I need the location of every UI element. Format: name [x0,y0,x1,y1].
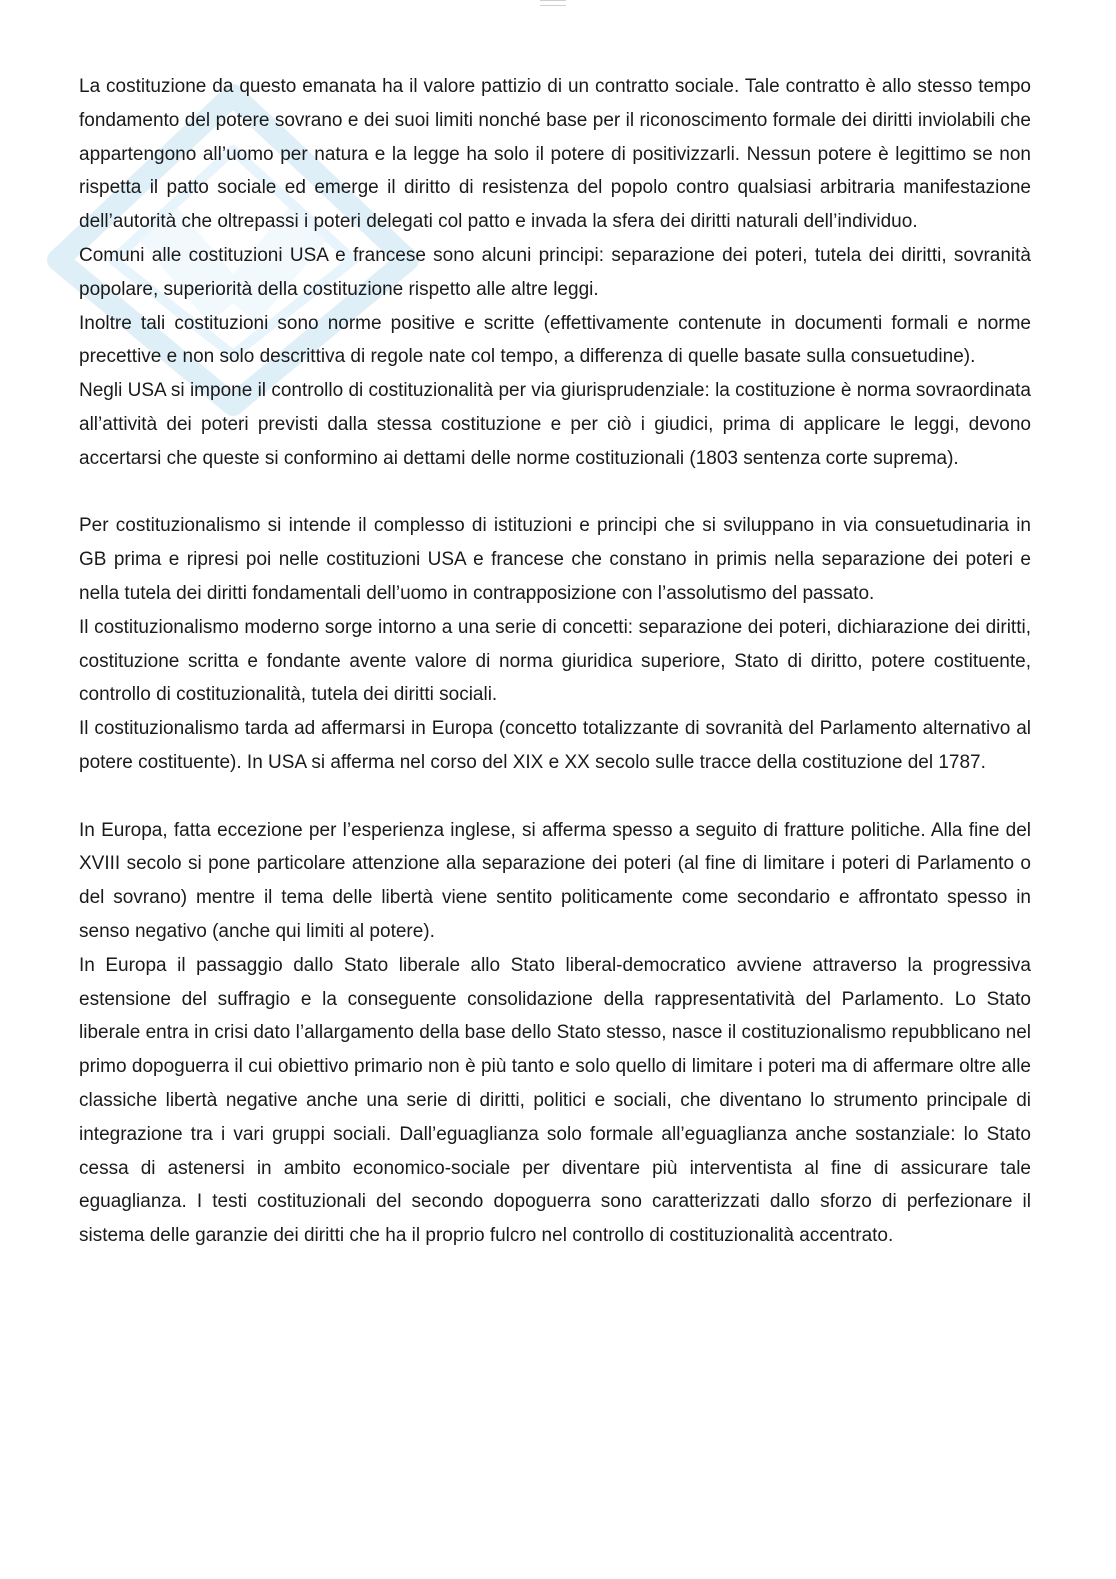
page-header-mark [540,0,566,6]
paragraph: Il costituzionalismo moderno sorge intorno a una serie di concetti: separazione dei poteri, dichiarazione dei diritti, costituzione scritta e fondante avente valore di norma giuridica superiore, Stato di diritto, potere costituente, controllo di costituzionalità, tutela dei diritti sociali. [79,616,1031,706]
paragraph: In Europa il passaggio dallo Stato liberale allo Stato liberal-democratico avviene attraverso la progressiva estensione del suffragio e la conseguente consolidazione della rappresentatività del Parlamento. Lo Stato liberale entra in crisi dato l’allargamento della base dello Stato stesso, nasce il costituzionalismo repubblicano nel primo dopoguerra il cui obiettivo primario non è più tanto e solo quello di limitare i poteri ma di affermare oltre alle classiche libertà negative anche una serie di diritti, politici e sociali, che diventano lo strumento principale di integrazione tra i vari gruppi sociali. Dall’eguaglianza solo formale all’eguaglianza anche sostanziale: lo Stato cessa di astenersi in ambito economico-sociale per diventare più interventista al fine di assicurare tale eguaglianza. I testi costituzionali del secondo dopoguerra sono caratterizzati dallo sforzo di perfezionare il sistema delle garanzie dei diritti che ha il proprio fulcro nel controllo di costituzionalità accentrato. [79,954,1031,1247]
paragraph: Negli USA si impone il controllo di costituzionalità per via giurisprudenziale: la costituzione è norma sovraordinata all’attività dei poteri previsti dalla stessa costituzione e per ciò i giudici, prima di applicare le leggi, devono accertarsi che queste si conformino ai dettami delle norme costituzionali (1803 sentenza corte suprema). [79,380,1031,469]
paragraph: Il costituzionalismo tarda ad affermarsi in Europa (concetto totalizzante di sovranità del Parlamento alternativo al potere costituente). In USA si afferma nel corso del XIX e XX secolo sulle tracce della costituzione del 1787. [79,718,1031,773]
paragraph: La costituzione da questo emanata ha il valore pattizio di un contratto sociale. Tale contratto è allo stesso tempo fondamento del potere sovrano e dei suoi limiti nonché base per il riconoscimento formale dei diritti inviolabili che appartengono all’uomo per natura e la legge ha solo il potere di positivizzarli. Nessun potere è legittimo se non rispetta il patto sociale ed emerge il diritto di resistenza del popolo contro qualsiasi arbitraria manifestazione dell’autorità che oltrepassi i poteri delegati col patto e invada la sfera dei diritti naturali dell’individuo. [79,76,1031,233]
paragraph: Inoltre tali costituzioni sono norme positive e scritte (effettivamente contenute in documenti formali e norme precettive e non solo descrittiva di regole nate col tempo, a differenza di quelle basate sulla consuetudine). [79,312,1031,368]
paragraph: In Europa, fatta eccezione per l’esperienza inglese, si afferma spesso a seguito di fratture politiche. Alla fine del XVIII secolo si pone particolare attenzione alla separazione dei poteri (al fine di limitare i poteri di Parlamento o del sovrano) mentre il tema delle libertà viene sentito politicamente come secondario e affrontato spesso in senso negativo (anche qui limiti al potere). [79,819,1031,942]
section-spacer [79,780,1031,814]
paragraph: Per costituzionalismo si intende il complesso di istituzioni e principi che si sviluppano in via consuetudinaria in GB prima e ripresi poi nelle costituzioni USA e francese che constano in primis nella separazione dei poteri e nella tutela dei diritti fondamentali dell’uomo in contrapposizione con l’assolutismo del passato. [79,515,1031,604]
paragraph: Comuni alle costituzioni USA e francese sono alcuni principi: separazione dei poteri, tutela dei diritti, sovranità popolare, superiorità della costituzione rispetto alle altre leggi. [79,244,1031,300]
document-body [79,70,1031,1253]
section-spacer [79,476,1031,510]
